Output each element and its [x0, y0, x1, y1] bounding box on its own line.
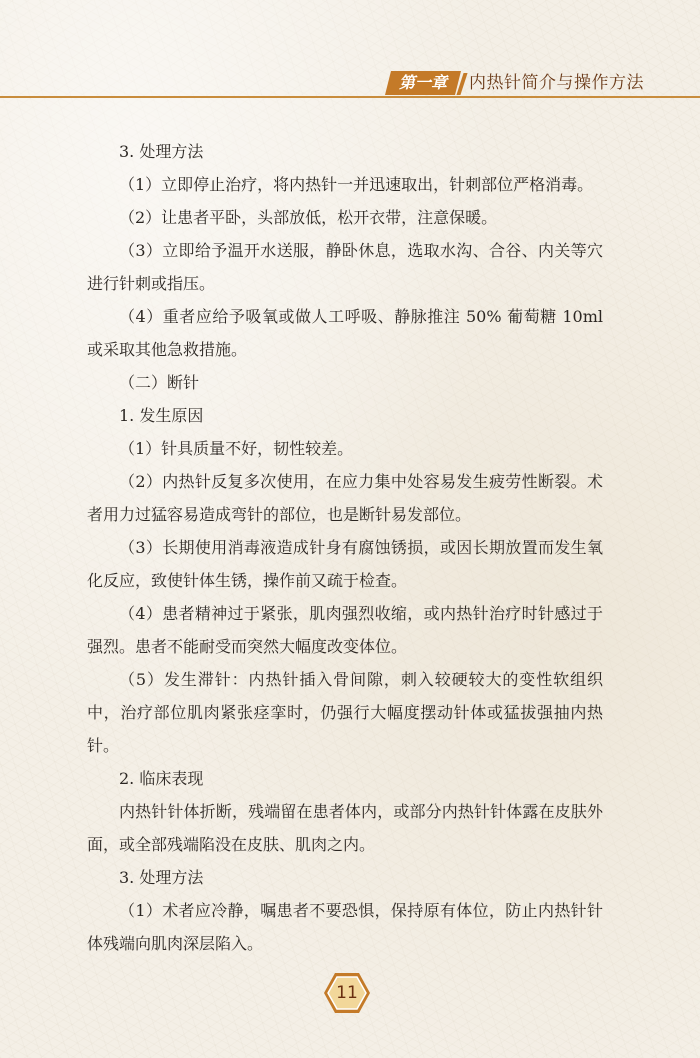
chapter-title: 内热针简介与操作方法 [469, 73, 644, 93]
section-heading: 2. 临床表现 [119, 769, 204, 788]
paragraph: （5）发生滞针：内热针插入骨间隙，刺入较硬较大的变性软组织中，治疗部位肌肉紧张痉挛时，仍强行大幅度摆动针体或猛拔强抽内热针。 [87, 670, 603, 755]
section-heading: 3. 处理方法 [119, 142, 204, 161]
paragraph: （1）立即停止治疗，将内热针一并迅速取出，针刺部位严格消毒。 [119, 175, 594, 194]
chapter-label: 第一章 [398, 73, 447, 92]
paragraph: （4）重者应给予吸氧或做人工呼吸、静脉推注 50% 葡萄糖 10ml 或采取其他急救措施。 [87, 307, 603, 359]
section-heading: 1. 发生原因 [119, 406, 204, 425]
running-header [0, 71, 700, 97]
page-number: 11 [336, 983, 358, 1003]
paragraph: 内热针针体折断，残端留在患者体内，或部分内热针针体露在皮肤外面，或全部残端陷没在皮肤、肌肉之内。 [87, 802, 603, 854]
paragraph: （4）患者精神过于紧张，肌肉强烈收缩，或内热针治疗时针感过于强烈。患者不能耐受而突然大幅度改变体位。 [87, 604, 603, 656]
paragraph: （2）内热针反复多次使用，在应力集中处容易发生疲劳性断裂。术者用力过猛容易造成弯针的部位，也是断针易发部位。 [87, 472, 603, 524]
section-heading: （二）断针 [119, 373, 200, 392]
section-heading: 3. 处理方法 [119, 868, 204, 887]
paragraph: （3）长期使用消毒液造成针身有腐蚀锈损，或因长期放置而发生氧化反应，致使针体生锈，操作前又疏于检查。 [87, 538, 603, 590]
paragraph: （1）术者应冷静，嘱患者不要恐惧，保持原有体位，防止内热针针体残端向肌肉深层陷入。 [87, 901, 603, 953]
paragraph: （3）立即给予温开水送服，静卧休息，选取水沟、合谷、内关等穴进行针刺或指压。 [87, 241, 603, 293]
header-rule [0, 96, 700, 98]
body-text [87, 135, 603, 960]
paragraph: （2）让患者平卧，头部放低，松开衣带，注意保暖。 [119, 208, 498, 227]
page-number-badge [323, 971, 371, 1015]
paragraph: （1）针具质量不好，韧性较差。 [119, 439, 354, 458]
